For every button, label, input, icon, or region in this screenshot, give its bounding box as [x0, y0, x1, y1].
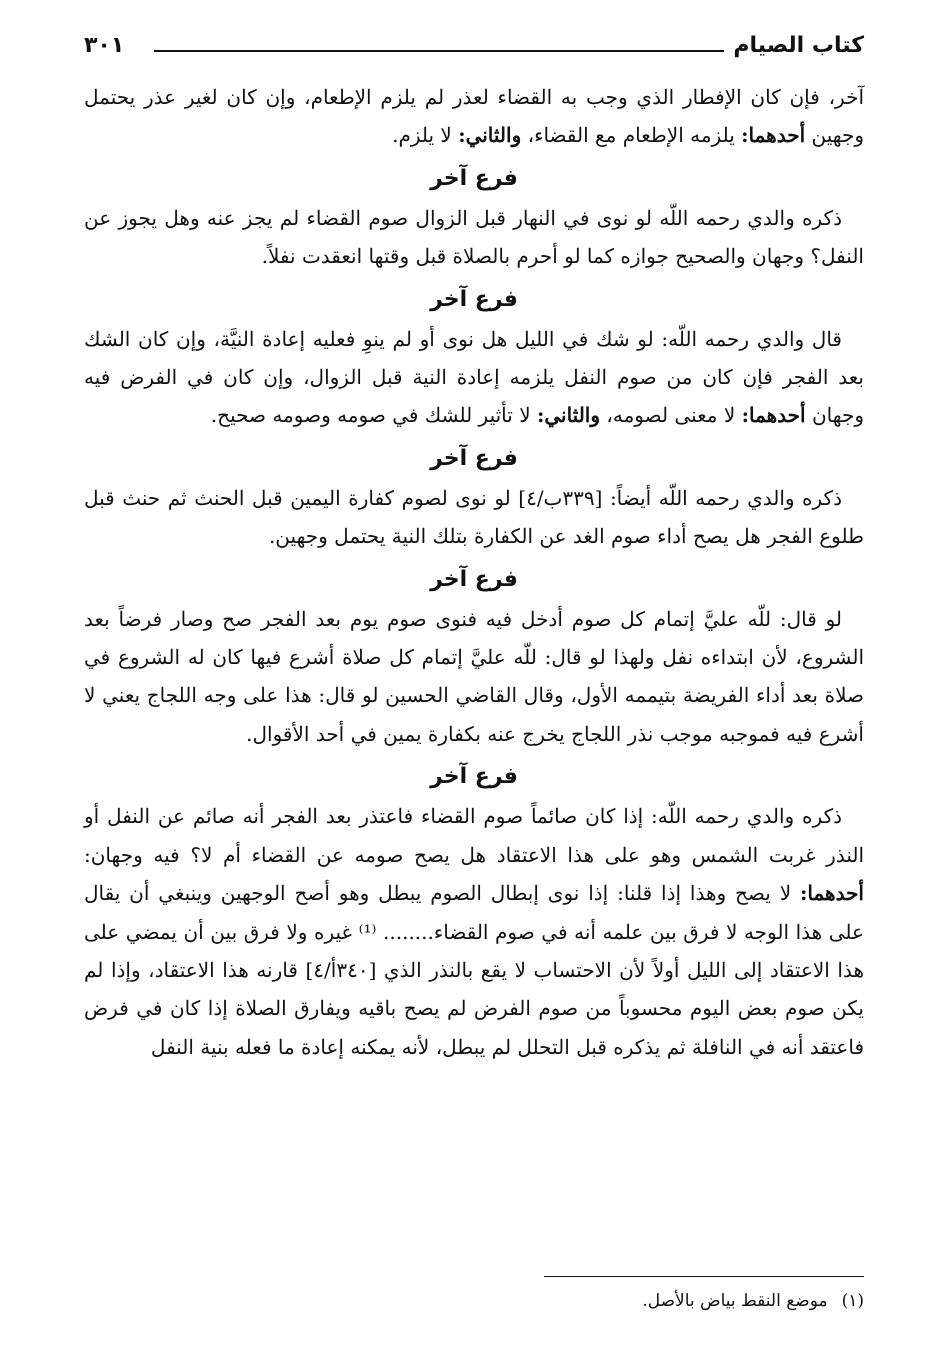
- footnote-rule: [544, 1276, 864, 1277]
- section-heading: فرع آخر: [430, 764, 518, 790]
- section-heading: فرع آخر: [430, 286, 518, 312]
- paragraph-text: لا يصح وهذا إذا قلنا: إذا نوى إبطال الصوم يبطل وهو أصح الوجهين وينبغي أن يقال على هذا الوجه لا فرق بين علمه أنه في صوم القضاء........ ⁽¹⁾ غيره ولا فرق بين أن يمضي على هذا الاعتقاد إلى الليل أولاً لأن الاحتساب لا يقع بالنذر الذي [٣٤٠أ/٤] قارنه هذا الاعتقاد، وإذا لم يكن صوم بعض اليوم محسوباً من صوم الفرض لم يصح باقيه ويفارق الصلاة إذا كان في فرض فاعتقد أنه في النافلة ثم يذكره قبل التحلل لم يبطل، لأنه يمكنه إعادة ما فعله بنية النفل: [84, 881, 864, 1059]
- paragraph-text: آخر، فإن كان الإفطار الذي وجب به القضاء لعذر لم يلزم الإطعام، وإن كان لغير عذر يحتمل وجهين: [84, 85, 864, 148]
- section-paragraph: ذكره والدي رحمه اللّه لو نوى في النهار قبل الزوال صوم القضاء لم يجز عنه وهل يجوز عن النفل؟ وجهان والصحيح جوازه كما لو أحرم بالصلاة قبل وقتها انعقدت نفلاً.: [84, 205, 864, 269]
- paragraph-text: لا معنى لصومه،: [600, 403, 742, 428]
- header-rule: [154, 50, 724, 52]
- second-opinion-term: والثاني:: [458, 123, 522, 148]
- page-number: ٣٠١: [84, 33, 125, 58]
- paragraph-text: لا تأثير للشك في صومه وصومه صحيح.: [210, 403, 537, 428]
- section-paragraph: [84, 797, 864, 1066]
- paragraph-text: لا يلزم.: [392, 123, 459, 148]
- section-heading: فرع آخر: [430, 165, 518, 191]
- section-heading: فرع آخر: [430, 445, 518, 471]
- paragraph-text: قال والدي رحمه اللّه: لو شك في الليل هل نوى أو لم ينوِ فعليه إعادة النيَّة، وإن كان الشك بعد الفجر فإن كان من صوم النفل يلزمه إعادة النية قبل الزوال، وإن كان في الفرض فيه وجهان: [84, 326, 864, 428]
- section-heading: فرع آخر: [430, 566, 518, 592]
- paragraph-text: ذكره والدي رحمه اللّه: إذا كان صائماً صوم القضاء فاعتذر بعد الفجر أنه صائم عن النفل أو النذر غربت الشمس وهو على هذا الاعتقاد هل يصح صومه عن القضاء أم لا؟ فيه وجهان:: [84, 804, 864, 867]
- running-header: [84, 30, 864, 70]
- footnote-text: موضع النقط بياض بالأصل.: [642, 1291, 828, 1311]
- second-opinion-term: والثاني:: [536, 403, 601, 428]
- footnote: [84, 1286, 864, 1316]
- first-opinion-term: أحدهما:: [799, 881, 864, 906]
- section-paragraph: لو قال: للّه عليَّ إتمام كل صوم أدخل فيه فنوى صوم يوم بعد الفجر صح وصار فرضاً بعد الشروع، لأن ابتداءه نفل ولهذا لو قال: للّه عليَّ إتمام كل صلاة أشرع فيها كان له الشروع في صلاة بعد أداء الفريضة بتيممه الأول، وقال القاضي الحسين لو قال: هذا على وجه اللجاج يعني لا أشرع فيه فموجبه موجب نذر اللجاج يخرج عنه بكفارة يمين في أحد الأقوال.: [84, 606, 864, 746]
- paragraph-continuation: [84, 78, 864, 155]
- book-title: كتاب الصيام: [723, 30, 864, 62]
- main-text: [84, 78, 864, 1066]
- section-paragraph: [84, 320, 864, 435]
- footnote-number: (١): [841, 1291, 864, 1311]
- first-opinion-term: أحدهما:: [741, 123, 806, 148]
- section-paragraph: ذكره والدي رحمه اللّه أيضاً: [٣٣٩ب/٤] لو نوى لصوم كفارة اليمين قبل الحنث ثم حنث قبل طلوع الفجر هل يصح أداء صوم الغد عن الكفارة بتلك النية يحتمل وجهين.: [84, 485, 864, 549]
- first-opinion-term: أحدهما:: [741, 403, 806, 428]
- paragraph-text: يلزمه الإطعام مع القضاء،: [521, 123, 742, 148]
